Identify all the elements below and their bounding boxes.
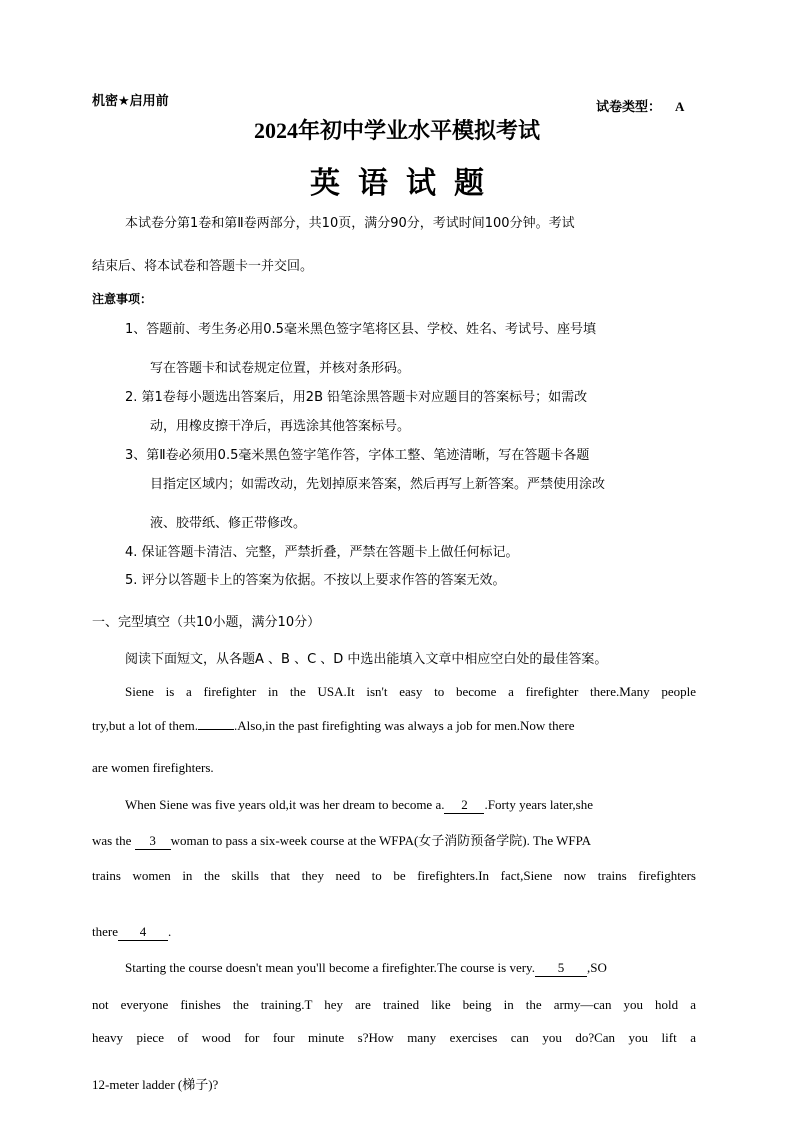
section-instruction: 阅读下面短文，从各题A 、B 、C 、D 中选出能填入文章中相应空白处的最佳答案。 <box>125 652 608 667</box>
intro-line-1: 本试卷分第1卷和第Ⅱ卷两部分，共10页，满分90分，考试时间100分钟。考试 <box>125 216 575 231</box>
paper-type <box>596 96 684 115</box>
notice-heading: 注意事项： <box>92 292 153 306</box>
notice-item-4: 4. 保证答题卡清洁、完整，严禁折叠，严禁在答题卡上做任何标记。 <box>125 545 519 560</box>
notice-item-1-cont: 写在答题卡和试卷规定位置，并核对条形码。 <box>150 361 411 376</box>
paper-type-label: 试卷类型： <box>596 100 662 115</box>
confidential-label: 机密★启用前 <box>92 94 169 109</box>
answer-blank-1 <box>198 729 234 730</box>
notice-item-3-cont-1: 目指定区域内；如需改动，先划掉原来答案，然后再写上新答案。严禁使用涂改 <box>150 477 606 492</box>
section-heading: 一、完型填空（共10小题，满分10分） <box>92 615 321 630</box>
passage-p2-line-2: was the 3 woman to pass a six-week course at the WFPA(女子消防预备学院). The WFPA <box>92 833 592 848</box>
notice-item-3: 3、第Ⅱ卷必须用0.5毫米黑色签字笔作答，字体工整、笔迹清晰，写在答题卡各题 <box>125 448 590 463</box>
subject-title: 英语试题 <box>310 166 502 201</box>
paper-type-value: A <box>675 99 685 114</box>
passage-p2-line-3: trains women in the skills that they need to be firefighters.In fact,Siene now trains firefighters <box>92 868 696 883</box>
passage-p1-line-3: are women firefighters. <box>92 760 214 775</box>
notice-item-2-cont: 动，用橡皮擦干净后，再选涂其他答案标号。 <box>150 419 411 434</box>
passage-p3-line-1: Starting the course doesn't mean you'll become a firefighter.The course is very. 5 ,SO <box>125 960 607 975</box>
passage-p2-line-1: When Siene was five years old,it was her dream to become a. 2 .Forty years later,she <box>125 797 593 812</box>
answer-blank-4: 4 <box>118 924 168 941</box>
notice-item-3-cont-2: 液、胶带纸、修正带修改。 <box>150 516 307 531</box>
passage-p3-line-2: not everyone finishes the training.T hey are trained like being in the army—can you hold a <box>92 997 696 1012</box>
notice-item-1: 1、答题前、考生务必用0.5毫米黑色签字笔将区县、学校、姓名、考试号、座号填 <box>125 322 596 337</box>
passage-p1-line-1: Siene is a firefighter in the USA.It isn't easy to become a firefighter there.Many people <box>125 684 696 699</box>
passage-p2-line-4: there 4 . <box>92 924 172 939</box>
notice-item-5: 5. 评分以答题卡上的答案为依据。不按以上要求作答的答案无效。 <box>125 573 506 588</box>
answer-blank-5: 5 <box>535 960 587 977</box>
passage-p3-line-3: heavy piece of wood for four minute s?How many exercises can you do?Can you lift a <box>92 1030 696 1045</box>
exam-title: 2024年初中学业水平模拟考试 <box>253 118 540 143</box>
passage-p3-line-4: 12-meter ladder (梯子)? <box>92 1077 219 1092</box>
answer-blank-3: 3 <box>135 833 171 850</box>
answer-blank-2: 2 <box>444 797 484 814</box>
notice-item-2: 2. 第1卷每小题选出答案后，用2B 铅笔涂黑答题卡对应题目的答案标号；如需改 <box>125 390 588 405</box>
passage-p1-line-2: try,but a lot of them. .Also,in the past firefighting was always a job for men.Now there <box>92 718 575 733</box>
intro-line-2: 结束后、将本试卷和答题卡一并交回。 <box>92 259 314 274</box>
